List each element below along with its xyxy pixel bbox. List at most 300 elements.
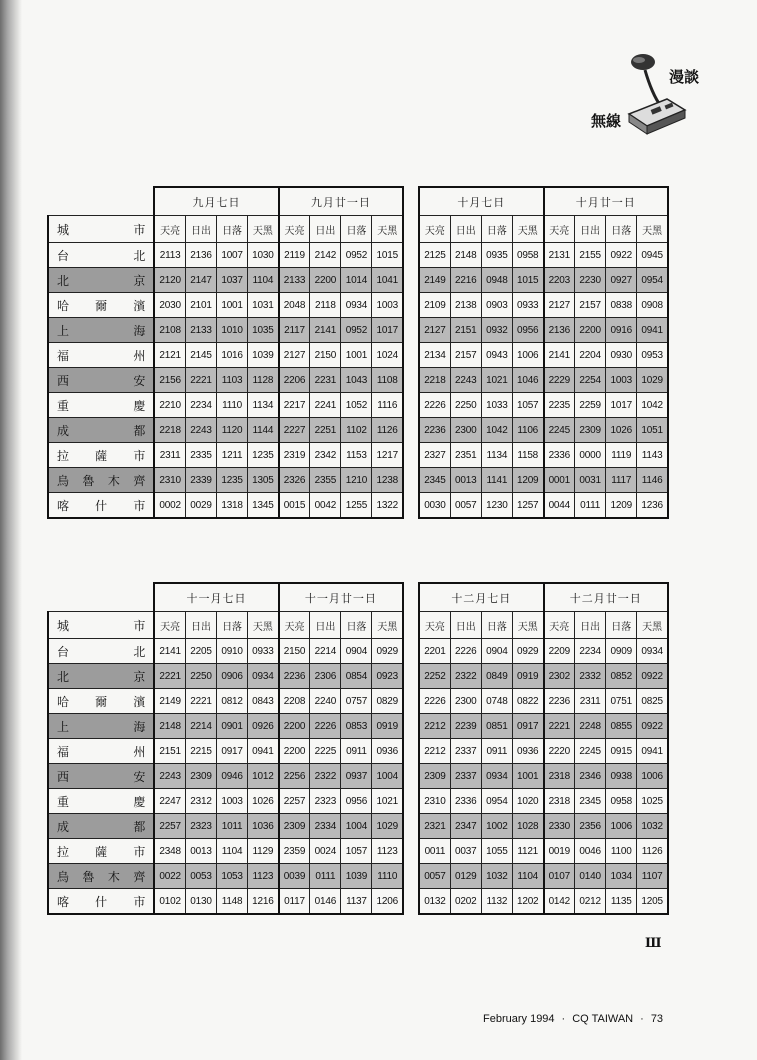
column-label: 日出 (575, 216, 606, 243)
corner-cell (48, 187, 154, 216)
time-value: 0941 (637, 318, 668, 343)
column-gap (403, 187, 419, 216)
column-label: 天黑 (372, 612, 403, 639)
time-value: 1030 (248, 243, 279, 268)
time-value: 1026 (248, 789, 279, 814)
time-value: 1209 (606, 493, 637, 519)
city-name (48, 689, 154, 714)
time-value: 2208 (279, 689, 310, 714)
city-name-char: 濱 (133, 298, 146, 313)
column-gap (403, 216, 419, 243)
time-value: 2203 (544, 268, 575, 293)
time-value: 2113 (154, 243, 185, 268)
date-header: 十月廿一日 (544, 187, 669, 216)
city-name (48, 343, 154, 368)
column-gap (403, 583, 419, 612)
time-value: 1006 (606, 814, 637, 839)
time-value: 2239 (450, 714, 481, 739)
column-gap (403, 689, 419, 714)
sun-times-table-nov-dec (47, 582, 669, 915)
time-value: 2309 (185, 764, 216, 789)
time-value: 2250 (450, 393, 481, 418)
city-name (48, 468, 154, 493)
time-value: 0748 (481, 689, 512, 714)
time-value: 0822 (512, 689, 543, 714)
time-value: 2234 (575, 639, 606, 664)
time-value: 0046 (575, 839, 606, 864)
time-value: 1141 (481, 468, 512, 493)
time-value: 1158 (512, 443, 543, 468)
time-value: 1055 (481, 839, 512, 864)
time-value: 1128 (248, 368, 279, 393)
time-value: 1103 (217, 368, 248, 393)
time-value: 1153 (341, 443, 372, 468)
time-value: 0943 (481, 343, 512, 368)
time-value: 0908 (637, 293, 668, 318)
time-value: 0929 (372, 639, 403, 664)
time-value: 1121 (512, 839, 543, 864)
time-value: 0934 (481, 764, 512, 789)
city-name-char: 市 (133, 844, 146, 859)
time-value: 1036 (248, 814, 279, 839)
city-name (48, 714, 154, 739)
column-gap (403, 764, 419, 789)
time-value: 0948 (481, 268, 512, 293)
time-value: 2310 (419, 789, 450, 814)
time-value: 2323 (185, 814, 216, 839)
column-label: 天黑 (248, 612, 279, 639)
time-value: 1051 (637, 418, 668, 443)
city-header-char: 市 (133, 222, 146, 237)
time-value: 1216 (248, 889, 279, 915)
time-value: 1345 (248, 493, 279, 519)
time-value: 1035 (248, 318, 279, 343)
time-value: 2138 (450, 293, 481, 318)
column-gap (403, 864, 419, 889)
city-name-char: 上 (57, 719, 70, 734)
page-footer: February 1994 · CQ TAIWAN · 73 (483, 1013, 664, 1025)
time-value: 2243 (185, 418, 216, 443)
city-name-char: 薩 (95, 844, 108, 859)
time-value: 1024 (372, 343, 403, 368)
city-column-header (48, 612, 154, 639)
city-name (48, 664, 154, 689)
city-name-char: 都 (133, 423, 146, 438)
time-value: 2209 (544, 639, 575, 664)
city-name-char: 魯 (82, 869, 95, 884)
city-name-char: 重 (57, 398, 70, 413)
column-gap (403, 739, 419, 764)
city-column-header (48, 216, 154, 243)
time-value: 0039 (279, 864, 310, 889)
time-value: 0936 (512, 739, 543, 764)
date-header-row (48, 583, 668, 612)
time-value: 2214 (185, 714, 216, 739)
table-row (48, 393, 668, 418)
time-value: 2335 (185, 443, 216, 468)
time-value: 2359 (279, 839, 310, 864)
time-value: 2254 (575, 368, 606, 393)
time-value: 1001 (341, 343, 372, 368)
time-value: 2221 (185, 368, 216, 393)
time-value: 1052 (341, 393, 372, 418)
column-gap (403, 639, 419, 664)
time-value: 2133 (279, 268, 310, 293)
time-value: 0956 (341, 789, 372, 814)
city-name (48, 443, 154, 468)
time-value: 2151 (450, 318, 481, 343)
time-value: 2226 (419, 689, 450, 714)
time-value: 0843 (248, 689, 279, 714)
time-value: 0140 (575, 864, 606, 889)
time-value: 0044 (544, 493, 575, 519)
city-name-char: 台 (57, 644, 70, 659)
column-label: 天黑 (637, 612, 668, 639)
city-name-char: 爾 (95, 298, 108, 313)
city-name-char: 烏 (57, 473, 70, 488)
time-value: 2151 (154, 739, 185, 764)
time-value: 0022 (154, 864, 185, 889)
column-label: 天亮 (419, 612, 450, 639)
time-value: 1134 (248, 393, 279, 418)
time-value: 1017 (372, 318, 403, 343)
city-name (48, 839, 154, 864)
date-header: 十一月廿一日 (279, 583, 403, 612)
time-value: 1135 (606, 889, 637, 915)
time-value: 1148 (217, 889, 248, 915)
time-value: 1211 (217, 443, 248, 468)
city-header-char: 市 (133, 618, 146, 633)
time-value: 2245 (544, 418, 575, 443)
city-name-char: 市 (133, 448, 146, 463)
time-value: 1003 (372, 293, 403, 318)
time-value: 1028 (512, 814, 543, 839)
time-value: 2215 (185, 739, 216, 764)
table-row (48, 714, 668, 739)
time-value: 2345 (575, 789, 606, 814)
column-label: 日出 (185, 612, 216, 639)
time-value: 2240 (310, 689, 341, 714)
time-value: 2218 (419, 368, 450, 393)
time-value: 1020 (512, 789, 543, 814)
time-value: 1257 (512, 493, 543, 519)
time-value: 0953 (637, 343, 668, 368)
time-value: 1021 (481, 368, 512, 393)
city-name-char: 木 (107, 869, 120, 884)
city-name-char: 州 (133, 348, 146, 363)
time-value: 2136 (185, 243, 216, 268)
city-name-char: 京 (133, 273, 146, 288)
corner-cell (48, 583, 154, 612)
time-value: 0927 (606, 268, 637, 293)
column-label-row (48, 612, 668, 639)
time-value: 2309 (419, 764, 450, 789)
time-value: 0042 (310, 493, 341, 519)
table-row (48, 889, 668, 915)
column-gap (403, 714, 419, 739)
city-header-char: 城 (57, 618, 70, 633)
time-value: 0852 (606, 664, 637, 689)
column-label: 天亮 (154, 216, 185, 243)
time-value: 2306 (310, 664, 341, 689)
time-value: 2236 (279, 664, 310, 689)
time-value: 2108 (154, 318, 185, 343)
time-value: 2337 (450, 739, 481, 764)
time-value: 0202 (450, 889, 481, 915)
time-value: 1042 (481, 418, 512, 443)
time-value: 1025 (637, 789, 668, 814)
time-value: 0030 (419, 493, 450, 519)
time-value: 0111 (575, 493, 606, 519)
time-value: 2221 (544, 714, 575, 739)
time-value: 1015 (372, 243, 403, 268)
time-value: 2141 (544, 343, 575, 368)
column-label: 日落 (341, 216, 372, 243)
city-name-char: 福 (57, 744, 70, 759)
time-value: 2148 (154, 714, 185, 739)
time-value: 0855 (606, 714, 637, 739)
column-label: 天黑 (248, 216, 279, 243)
time-value: 2348 (154, 839, 185, 864)
city-name-char: 喀 (57, 894, 70, 909)
column-gap (403, 343, 419, 368)
city-name-char: 海 (133, 323, 146, 338)
time-value: 0917 (217, 739, 248, 764)
city-name-char: 安 (133, 373, 146, 388)
footer-magazine: CQ TAIWAN (572, 1013, 634, 1025)
city-name-char: 爾 (95, 694, 108, 709)
time-value: 0936 (372, 739, 403, 764)
time-value: 0911 (481, 739, 512, 764)
time-value: 2300 (450, 689, 481, 714)
date-header: 十二月廿一日 (544, 583, 669, 612)
time-value: 1217 (372, 443, 403, 468)
time-value: 1210 (341, 468, 372, 493)
column-label: 日落 (606, 612, 637, 639)
time-value: 2141 (154, 639, 185, 664)
time-value: 0102 (154, 889, 185, 915)
time-value: 2200 (310, 268, 341, 293)
column-gap (403, 814, 419, 839)
time-value: 0057 (450, 493, 481, 519)
page-mark: Ш (645, 936, 662, 951)
table-row (48, 493, 668, 519)
footer-page-number: 73 (650, 1013, 664, 1025)
time-value: 0130 (185, 889, 216, 915)
time-value: 2149 (419, 268, 450, 293)
time-value: 1255 (341, 493, 372, 519)
city-name-char: 成 (57, 819, 70, 834)
city-name (48, 739, 154, 764)
city-name-char: 成 (57, 423, 70, 438)
city-name-char: 慶 (133, 398, 146, 413)
column-label: 日落 (481, 612, 512, 639)
time-value: 0117 (279, 889, 310, 915)
time-value: 0941 (248, 739, 279, 764)
time-value: 2227 (279, 418, 310, 443)
sun-times-table-sep-oct (47, 186, 669, 519)
city-name (48, 418, 154, 443)
time-value: 0129 (450, 864, 481, 889)
time-value: 2346 (575, 764, 606, 789)
time-value: 2332 (575, 664, 606, 689)
city-name (48, 393, 154, 418)
time-value: 0011 (419, 839, 450, 864)
city-header-char: 城 (57, 222, 70, 237)
time-value: 1011 (217, 814, 248, 839)
time-value: 2311 (575, 689, 606, 714)
table-row (48, 318, 668, 343)
time-value: 1104 (248, 268, 279, 293)
time-value: 2136 (544, 318, 575, 343)
date-header: 十月七日 (419, 187, 543, 216)
time-value: 2312 (185, 789, 216, 814)
time-value: 1318 (217, 493, 248, 519)
time-value: 2216 (450, 268, 481, 293)
time-value: 2231 (310, 368, 341, 393)
date-header: 九月七日 (154, 187, 278, 216)
time-value: 1010 (217, 318, 248, 343)
time-value: 1034 (606, 864, 637, 889)
table-row (48, 639, 668, 664)
city-name-char: 西 (57, 373, 70, 388)
time-value: 2131 (544, 243, 575, 268)
time-value: 0915 (606, 739, 637, 764)
column-gap (403, 839, 419, 864)
time-value: 2318 (544, 789, 575, 814)
time-value: 2257 (279, 789, 310, 814)
city-name-char: 齊 (133, 473, 146, 488)
time-value: 1033 (481, 393, 512, 418)
date-header: 九月廿一日 (279, 187, 403, 216)
time-value: 2250 (185, 664, 216, 689)
time-value: 0922 (637, 714, 668, 739)
city-name-char: 北 (57, 669, 70, 684)
time-value: 1134 (481, 443, 512, 468)
time-value: 2200 (279, 739, 310, 764)
time-value: 2355 (310, 468, 341, 493)
column-label: 日出 (575, 612, 606, 639)
time-value: 0024 (310, 839, 341, 864)
time-value: 1143 (637, 443, 668, 468)
column-label: 日落 (341, 612, 372, 639)
time-value: 0952 (341, 318, 372, 343)
time-value: 0922 (606, 243, 637, 268)
time-value: 1106 (512, 418, 543, 443)
time-value: 0945 (637, 243, 668, 268)
time-value: 0757 (341, 689, 372, 714)
table-row (48, 243, 668, 268)
time-value: 0958 (606, 789, 637, 814)
city-name (48, 293, 154, 318)
city-name-char: 重 (57, 794, 70, 809)
time-value: 1016 (217, 343, 248, 368)
time-value: 2309 (279, 814, 310, 839)
time-value: 2259 (575, 393, 606, 418)
time-value: 1057 (512, 393, 543, 418)
column-label: 天黑 (512, 612, 543, 639)
table-row (48, 814, 668, 839)
column-label: 天亮 (279, 612, 310, 639)
time-value: 0019 (544, 839, 575, 864)
table-row (48, 864, 668, 889)
time-value: 0146 (310, 889, 341, 915)
time-value: 2149 (154, 689, 185, 714)
city-name-char: 上 (57, 323, 70, 338)
time-value: 0053 (185, 864, 216, 889)
city-name-char: 齊 (133, 869, 146, 884)
time-value: 1014 (341, 268, 372, 293)
column-label: 天黑 (512, 216, 543, 243)
time-value: 1322 (372, 493, 403, 519)
time-value: 1123 (248, 864, 279, 889)
time-value: 2201 (419, 639, 450, 664)
city-name-char: 魯 (82, 473, 95, 488)
time-value: 2247 (154, 789, 185, 814)
time-value: 2336 (544, 443, 575, 468)
table-row (48, 789, 668, 814)
time-value: 0935 (481, 243, 512, 268)
city-name-char: 哈 (57, 694, 70, 709)
column-gap (403, 243, 419, 268)
time-value: 1202 (512, 889, 543, 915)
time-value: 1238 (372, 468, 403, 493)
column-label: 日出 (185, 216, 216, 243)
column-gap (403, 393, 419, 418)
column-gap (403, 889, 419, 915)
time-value: 0954 (637, 268, 668, 293)
time-value: 0212 (575, 889, 606, 915)
time-value: 1003 (217, 789, 248, 814)
time-value: 2241 (310, 393, 341, 418)
time-value: 0909 (606, 639, 637, 664)
city-name (48, 493, 154, 519)
time-value: 1104 (512, 864, 543, 889)
time-value: 2252 (419, 664, 450, 689)
time-value: 1039 (248, 343, 279, 368)
column-label: 天亮 (279, 216, 310, 243)
time-value: 0958 (512, 243, 543, 268)
time-value: 1305 (248, 468, 279, 493)
city-name-char: 什 (95, 498, 108, 513)
time-value: 1003 (606, 368, 637, 393)
time-value: 0926 (248, 714, 279, 739)
time-value: 0911 (341, 739, 372, 764)
time-value: 2147 (185, 268, 216, 293)
time-value: 1230 (481, 493, 512, 519)
time-value: 2311 (154, 443, 185, 468)
column-label-row (48, 216, 668, 243)
time-value: 1110 (372, 864, 403, 889)
time-value: 0922 (637, 664, 668, 689)
column-gap (403, 418, 419, 443)
time-value: 2127 (279, 343, 310, 368)
time-value: 2235 (544, 393, 575, 418)
time-value: 1206 (372, 889, 403, 915)
time-value: 2210 (154, 393, 185, 418)
time-value: 0851 (481, 714, 512, 739)
time-value: 0057 (419, 864, 450, 889)
city-name (48, 268, 154, 293)
city-name-char: 海 (133, 719, 146, 734)
time-value: 2127 (544, 293, 575, 318)
time-value: 1015 (512, 268, 543, 293)
time-value: 2214 (310, 639, 341, 664)
time-value: 2155 (575, 243, 606, 268)
city-name-char: 安 (133, 769, 146, 784)
column-label: 天黑 (637, 216, 668, 243)
city-name-char: 北 (133, 644, 146, 659)
